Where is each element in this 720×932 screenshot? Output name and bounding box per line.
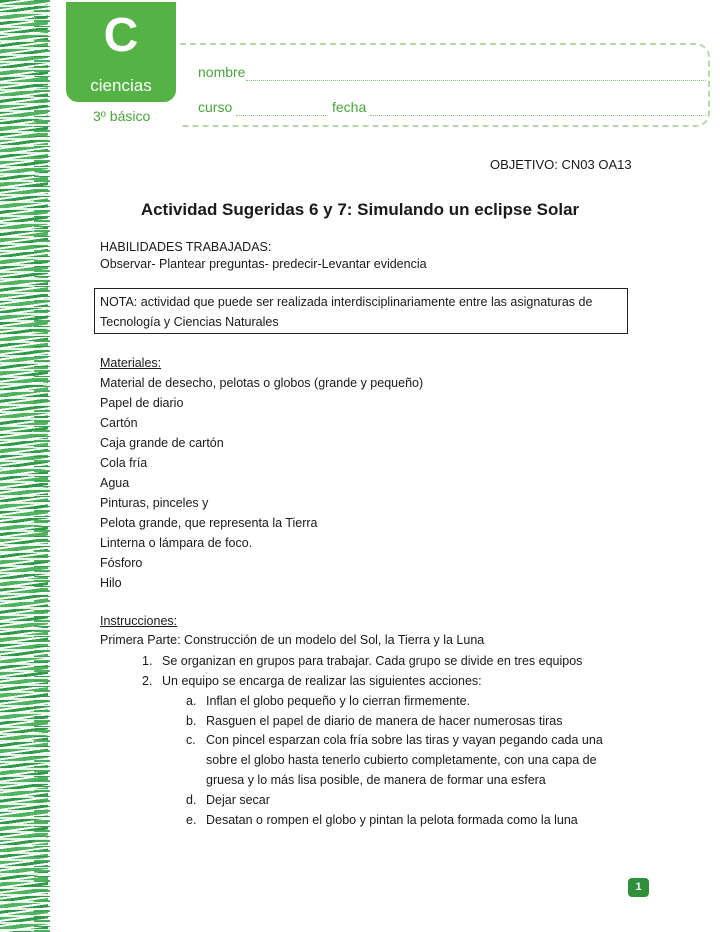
- step-text: Un equipo se encarga de realizar las siguientes acciones:: [162, 674, 482, 688]
- substep-letter: c.: [186, 733, 196, 747]
- substep-letter: d.: [186, 793, 197, 807]
- grade-label: 3º básico: [93, 108, 151, 124]
- substep-text: Rasguen el papel de diario de manera de hacer numerosas tiras: [206, 714, 563, 728]
- substep-letter: a.: [186, 694, 197, 708]
- substep-text-continued: gruesa y lo más lisa posible, de manera de formar una esfera: [206, 773, 546, 787]
- substep-text: Desatan o rompen el globo y pintan la pelota formada como la luna: [206, 813, 578, 827]
- substep-text: Con pincel esparzan cola fría sobre las tiras y vayan pegando cada una: [206, 733, 603, 747]
- step-number: 2.: [142, 674, 153, 688]
- note-line-1: NOTA: actividad que puede ser realizada interdisciplinariamente entre las asignaturas de: [100, 295, 593, 309]
- material-item: Agua: [100, 476, 130, 490]
- subject-logo: [66, 2, 176, 102]
- curso-label: curso: [198, 99, 233, 115]
- substep-letter: e.: [186, 813, 197, 827]
- step-text: Se organizan en grupos para trabajar. Cada grupo se divide en tres equipos: [162, 654, 583, 668]
- material-item: Material de desecho, pelotas o globos (grande y pequeño): [100, 376, 424, 390]
- skills-list: Observar- Plantear preguntas- predecir-Levantar evidencia: [100, 257, 427, 271]
- instructions-heading: Instrucciones:: [100, 614, 178, 628]
- grass-edge-decoration: [34, 0, 50, 932]
- note-line-2: Tecnología y Ciencias Naturales: [100, 315, 279, 329]
- material-item: Linterna o lámpara de foco.: [100, 536, 253, 550]
- material-item: Hilo: [100, 576, 122, 590]
- substep-text: Inflan el globo pequeño y lo cierran firmemente.: [206, 694, 471, 708]
- page-title: Actividad Sugeridas 6 y 7: Simulando un eclipse Solar: [140, 200, 580, 219]
- material-item: Papel de diario: [100, 396, 184, 410]
- substep-text-continued: sobre el globo hasta tenerlo cubierto completamente, con una capa de: [206, 753, 597, 767]
- fecha-field[interactable]: [370, 115, 706, 116]
- fecha-label: fecha: [332, 99, 367, 115]
- substep-letter: b.: [186, 714, 197, 728]
- substep-text: Dejar secar: [206, 793, 270, 807]
- curso-field[interactable]: [236, 115, 328, 116]
- logo-word: ciencias: [90, 76, 152, 95]
- part-one-heading: Primera Parte: Construcción de un modelo del Sol, la Tierra y la Luna: [100, 633, 485, 647]
- nombre-field[interactable]: [246, 80, 706, 81]
- objective: OBJETIVO: CN03 OA13: [490, 157, 632, 172]
- material-item: Pinturas, pinceles y: [100, 496, 209, 510]
- materials-heading: Materiales:: [100, 356, 162, 370]
- material-item: Caja grande de cartón: [100, 436, 224, 450]
- nombre-label: nombre: [198, 64, 246, 80]
- material-item: Cartón: [100, 416, 138, 430]
- logo-letter: C: [103, 9, 139, 62]
- step-number: 1.: [142, 654, 153, 668]
- material-item: Cola fría: [100, 456, 148, 470]
- material-item: Pelota grande, que representa la Tierra: [100, 516, 318, 530]
- skills-heading: HABILIDADES TRABAJADAS:: [100, 240, 272, 254]
- page-number-badge: 1: [628, 878, 649, 897]
- material-item: Fósforo: [100, 556, 143, 570]
